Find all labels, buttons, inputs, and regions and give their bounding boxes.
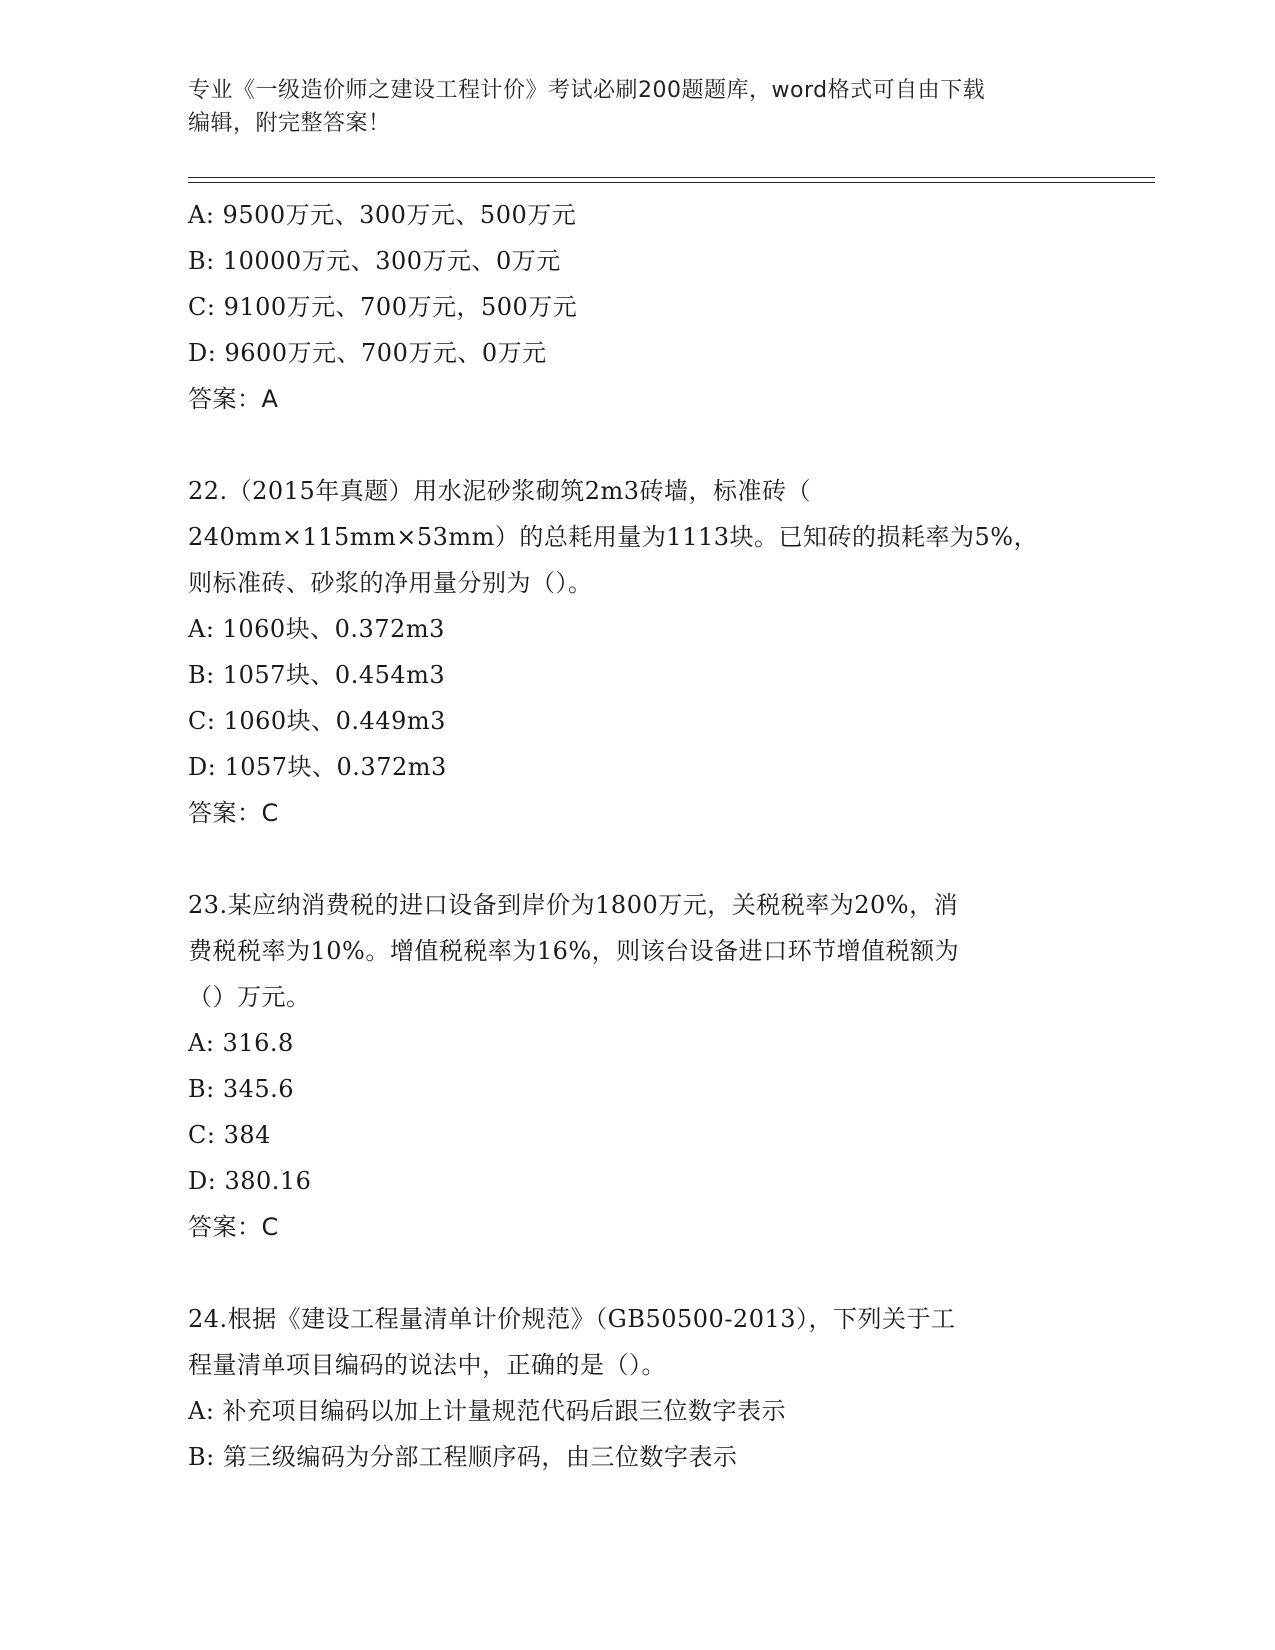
option-a: A: 9500万元、300万元、500万元: [188, 201, 577, 229]
option-d: D: 9600万元、700万元、0万元: [188, 339, 547, 367]
option-d: D: 1057块、0.372m3: [188, 753, 447, 781]
option-a: A: 1060块、0.372m3: [188, 615, 445, 643]
question-stem-line: 则标准砖、砂浆的净用量分别为（）。: [188, 569, 593, 597]
option-b: B: 345.6: [188, 1075, 295, 1103]
header-divider-bottom: [188, 182, 1155, 183]
document-header: [188, 74, 1088, 140]
spacer: [188, 836, 1088, 882]
question-23: [188, 882, 1088, 1250]
answer: 答案：C: [188, 1213, 279, 1241]
option-c: C: 9100万元、700万元，500万元: [188, 293, 578, 321]
option-a: A: 补充项目编码以加上计量规范代码后跟三位数字表示: [188, 1397, 787, 1425]
answer: 答案：A: [188, 385, 279, 413]
header-divider-top: [188, 177, 1155, 178]
option-a: A: 316.8: [188, 1029, 294, 1057]
question-21: [188, 192, 1088, 422]
question-stem-line: 费税税率为10%。增值税税率为16%，则该台设备进口环节增值税额为: [188, 937, 960, 965]
answer: 答案：C: [188, 799, 279, 827]
option-b: B: 10000万元、300万元、0万元: [188, 247, 561, 275]
question-22: [188, 468, 1088, 836]
question-24: [188, 1296, 1088, 1480]
spacer: [188, 422, 1088, 468]
question-list: [188, 192, 1088, 1480]
question-stem-line: 24.根据《建设工程量清单计价规范》（GB50500-2013），下列关于工: [188, 1305, 956, 1333]
option-b: B: 1057块、0.454m3: [188, 661, 446, 689]
option-c: C: 384: [188, 1121, 271, 1149]
option-c: C: 1060块、0.449m3: [188, 707, 446, 735]
question-stem-line: 程量清单项目编码的说法中，正确的是（）。: [188, 1351, 666, 1379]
question-stem-line: 22.（2015年真题）用水泥砂浆砌筑2m3砖墙，标准砖（: [188, 477, 812, 505]
header-line-2: 编辑，附完整答案！: [188, 111, 391, 136]
question-stem-line: 23.某应纳消费税的进口设备到岸价为1800万元，关税税率为20%，消: [188, 891, 959, 919]
option-d: D: 380.16: [188, 1167, 312, 1195]
question-stem-line: （）万元。: [188, 983, 311, 1011]
header-line-1: 专业《一级造价师之建设工程计价》考试必刷200题题库，word格式可自由下载: [188, 78, 986, 103]
question-stem-line: 240mm×115mm×53mm）的总耗用量为1113块。已知砖的损耗率为5%，: [188, 523, 1039, 551]
option-b: B: 第三级编码为分部工程顺序码，由三位数字表示: [188, 1443, 738, 1471]
spacer: [188, 1250, 1088, 1296]
